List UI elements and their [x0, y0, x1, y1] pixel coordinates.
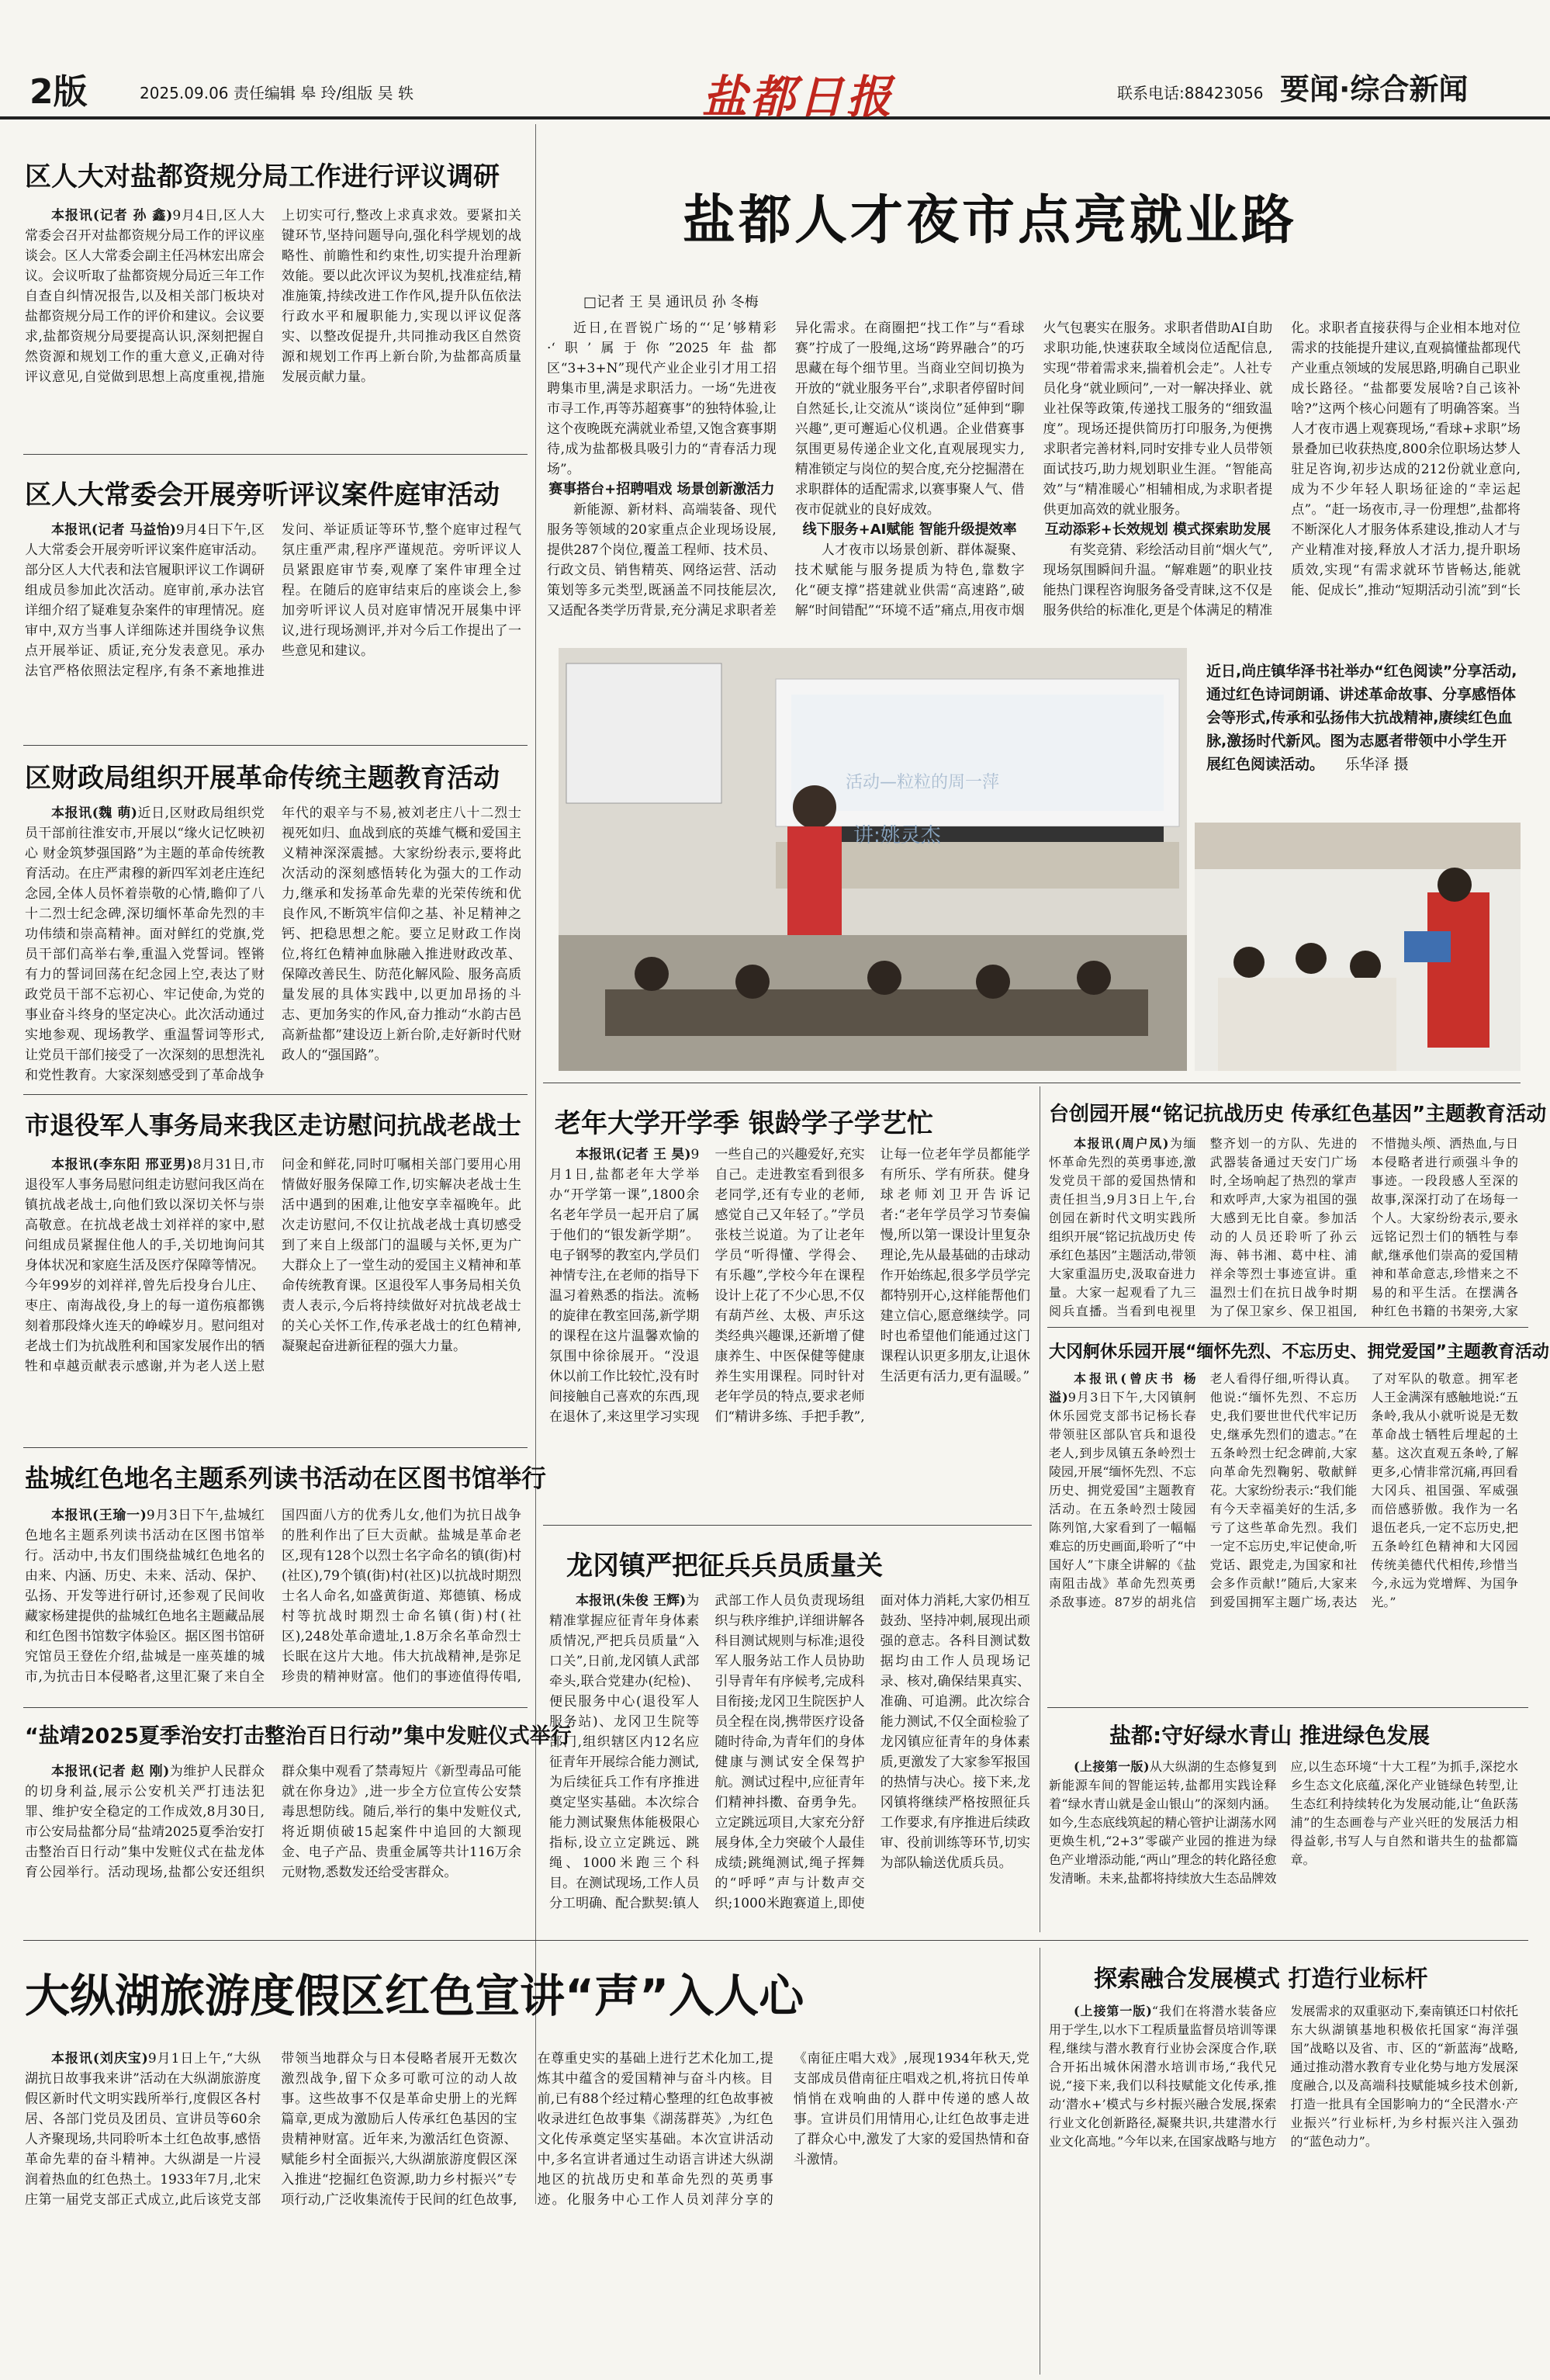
article-b5-body: 本报讯(曾庆书 杨 溢)9月3日下午,大冈镇舸休乐园党支部书记杨长春带领驻区部队官兵和退役老人,到步凤镇五条岭烈士陵园,开展“缅怀先烈、不忘历史、拥党爱国”主题教育活动。在五条岭烈士陵园陈列馆,大家看到了一幅幅难忘的历史画面,聆听了“中国好人”卞康全讲解的《盐南阻击战》革命先烈英勇杀敌事迹。87岁的胡兆信老人看得仔细,听得认真。他说:“缅怀先烈、不忘历史,我们要世世代代牢记历史,继承先烈们的遗志。”在五条岭烈士纪念碑前,大家向革命先烈鞠躬、敬献鲜花。大家纷纷表示:“我们能有今天幸福美好的生活,多亏了这些革命先烈。我们一定不忘历史,牢记使命,听党话、跟党走,为国家和社会多作贡献!”随后,大家来到爱国拥军主题广场,表达了对军队的敬意。拥军老人王金满深有感触地说:“五条岭,我从小就听说是无数革命战士牺牲后埋起的土墓。这次直观五条岭,了解更多,心情非常沉痛,再回看大冈兵、祖国强、军威强而倍感骄傲。我作为一名退伍老兵,一定不忘历史,把五条岭红色精神和大冈园传统美德代代相传,珍惜当今,永远为党增辉、为国争光。” [1049, 1371, 1518, 1609]
article-b6-body: (上接第一版)从大纵湖的生态修复到新能源车间的智能运转,盐都用实践诠释着“绿水青山就是金山银山”的深刻内涵。如今,生态底线筑起的精心管护让湖荡水网更焕生机,“2+3”零碳产业园的推进为绿色产业增添动能,“两山”理念的转化路径愈发清晰。未来,盐都将持续放大生态品牌效应,以生态环境“十大工程”为抓手,深挖水乡生态文化底蕴,深化产业链绿色转型,让生态红利持续转化为发展动能,让“鱼跃荡浦”的生态画卷与产业兴旺的发展活力相得益彰,书写人与自然和谐共生的盐都篇章。 [1049, 1759, 1518, 1886]
article-5-body: 本报讯(王瑜一)9月3日下午,盐城红色地名主题系列读书活动在区图书馆举行。活动中,书友们围绕盐城红色地名的由来、内涵、历史、未来、活动、保护、弘扬、开发等进行研讨,还参观了民间收藏家杨建提供的盐城红色地名主题藏品展和红色图书馆数字体验区。据区图书馆研究馆员王登佐介绍,盐城是一座英雄的城市,为抗击日本侵略者,这里汇聚了来自全国四面八方的优秀儿女,他们为抗日战争的胜利作出了巨大贡献。盐城是革命老区,现有128个以烈士名字命名的镇(街)村(社区),79个镇(街)村(社区)以抗战时期烈士名人命名,如盛黄街道、郑德镇、杨成村等抗战时期烈士命名镇(街)村(社区),248处革命遗址,1.8万余名革命烈士长眠在这片大地。伟大抗战精神,是弥足珍贵的精神财富。他们的事迹值得传唱, [25, 1508, 521, 1685]
article-7-title: 大纵湖旅游度假区红色宣讲“声”入人心 [25, 1969, 804, 2022]
article-1-title: 区人大对盐都资规分局工作进行评议调研 [25, 161, 500, 192]
article-b2-title: 老年大学开学季 银龄学子学艺忙 [555, 1108, 933, 1139]
article-b5-title: 大冈舸休乐园开展“缅怀先烈、不忘历史、拥党爱国”主题教育活动 [1049, 1342, 1549, 1362]
article-7-body: 本报讯(刘庆宝)9月1日上午,“大纵湖抗日故事我来讲”活动在大纵湖旅游度假区新时代文明实践所举行,度假区各村居、各部门党员及团员、宣讲员等60余人齐聚现场,共同聆听本土红色故事,感悟革命先辈的奋斗精神。大纵湖是一片浸润着热血的红色热土。1933年7月,北宋庄第一届党支部正式成立,此后该党支部带领当地群众与日本侵略者展开无数次激烈战争,留下众多可歌可泣的动人故事。这些故事不仅是革命史册上的光辉篇章,更成为激励后人传承红色基因的宝贵精神财富。近年来,为激活红色资源、赋能乡村全面振兴,大纵湖旅游度假区深入推进“挖掘红色资源,助力乡村振兴”专项行动,广泛收集流传于民间的红色故事,在尊重史实的基础上进行艺术化加工,提炼其中蕴含的爱国精神与奋斗内核。目前,已有88个经过精心整理的红色故事被收录进红色故事集《湖荡群英》,为红色文化传承奠定坚实基础。本次宣讲活动中,多名宣讲者通过生动语言讲述大纵湖地区的抗战历史和革命先烈的英勇事迹。化服务中心工作人员刘萍分享的《南征庄唱大戏》,展现1934年秋天,党支部成员借南征庄唱戏之机,将抗日传单悄悄在戏响曲的人群中传递的感人故事。宣讲员们用情用心,让红色故事走进了群众心中,激发了大家的爱国热情和奋斗激情。 [25, 2051, 1029, 2208]
main-photo [559, 648, 1187, 1071]
article-4-title: 市退役军人事务局来我区走访慰问抗战老战士 [25, 1110, 522, 1140]
article-b4-title: 台创园开展“铭记抗战历史 传承红色基因”主题教育活动 [1049, 1103, 1547, 1126]
photo-caption: 近日,尚庄镇华泽书社举办“红色阅读”分享活动,通过红色诗词朗诵、讲述革命故事、分享感悟体会等形式,传承和弘扬伟大抗战精神,赓续红色血脉,激扬时代新风。图为志愿者带领中小学生开展红色阅读活动。 乐华泽 摄 [1206, 663, 1517, 773]
article-3-body: 本报讯(魏 萌)近日,区财政局组织党员干部前往淮安市,开展以“缘火记忆映初心 财金筑梦强国路”为主题的革命传统教育活动。在庄严肃穆的新四军刘老庄连纪念园,全体人员怀着崇敬的心情,瞻仰了八十二烈士纪念碑,深切缅怀革命先烈的丰功伟绩和崇高精神。面对鲜红的党旗,党员干部们高举右拳,重温入党誓词。铿锵有力的誓词回荡在纪念园上空,表达了财政党员干部不忘初心、牢记使命,为党的事业奋斗终身的坚定决心。此次活动通过实地参观、现场教学、重温誓词等形式,让党员干部们接受了一次深刻的思想洗礼和党性教育。大家深刻感受到了革命战争年代的艰辛与不易,被刘老庄八十二烈士视死如归、血战到底的英雄气概和爱国主义精神深深震撼。大家纷纷表示,要将此次活动的深刻感悟转化为强大的工作动力,继承和发扬革命先辈的光荣传统和优良作风,不断筑牢信仰之基、补足精神之钙、把稳思想之舵。要立足财政工作岗位,将红色精神血脉融入推进财政改革、保障改善民生、防范化解风险、服务高质量发展的具体实践中,以更加昂扬的斗志、更加务实的作风,奋力推动“水韵古邑 高新盐都”建设迈上新台阶,走好新时代财政人的“强国路”。 [25, 805, 521, 1083]
article-6-title: “盐靖2025夏季治安打击整治百日行动”集中发赃仪式举行 [25, 1724, 572, 1748]
article-b7-body: (上接第一版)“我们在将潜水装备应用于学生,以水下工程质量监督员培训等课程,继续与潜水教育行业协会深度合作,联合开拓出城休闲潜水培训市场,“我代兄说,“接下来,我们以科技赋能文化传承,推动‘潜水+’模式与乡村振兴融合发展,探索行业文化创新路径,凝聚共识,共建潜水行业文化高地。”今年以来,在国家战略与地方发展需求的双重驱动下,秦南镇还口村依托东大纵湖镇基地积极依托国家“海洋强国”战略以及省、市、区的“新蓝海”战略,通过推动潜水教育专业化势与地方发展深度融合,以及高端科技赋能城乡技术创新,打造一批具有全国影响力的“全民潜水·产业振兴”行业标杆,为乡村振兴注入强劲的“蓝色动力”。 [1049, 2004, 1518, 2149]
article-b4-body: 本报讯(周户凤)为缅怀革命先烈的英勇事迹,激发党员干部的爱国热情和责任担当,9月3日上午,台创园在新时代文明实践所组织开展“铭记抗战历史 传承红色基因”主题活动,带领大家重温历史,汲取奋进力量。大家一起观看了九三阅兵直播。当看到电视里整齐划一的方队、先进的武器装备通过天安门广场时,全场响起了热烈的掌声和欢呼声,大家为祖国的强大感到无比自豪。参加活动的人员还聆听了孙云海、韩书湘、葛中柱、浦祥余等烈士事迹宣讲。重温烈士们在抗日战争时期为了保卫家乡、保卫祖国,不惜抛头颅、洒热血,与日本侵略者进行顽强斗争的事迹。一段段感人至深的故事,深深打动了在场每一个人。大家纷纷表示,要永远铭记烈士们的牺牲与奉献,继承他们崇高的爱国精神和革命意志,珍惜来之不易的和平生活。在摆满各种红色书籍的书架旁,大家 [1049, 1136, 1518, 1318]
article-b2-body: 本报讯(记者 王 昊)9月1日,盐都老年大学举办“开学第一课”,1800余名老年学员一起开启了属于他们的“银发新学期”。电子钢琴的教室内,学员们神情专注,在老师的指导下温习着熟悉的指法。流畅的旋律在教室回荡,新学期的课程在这片温馨欢愉的氛围中徐徐展开。“没退休以前工作比较忙,没有时间接触自己喜欢的东西,现在退休了,来这里学习实现一些自己的兴趣爱好,充实自己。走进教室看到很多老同学,还有专业的老师,感觉自己又年轻了。”学员张枝兰说道。为了让老年学员“听得懂、学得会、有乐趣”,学校今年在课程设计上花了不少心思,不仅有葫芦丝、太极、声乐这类经典兴趣课,还新增了健康养生、中医保健等健康养生实用课程。同时针对老年学员的特点,要求老师们“精讲多练、手把手教”,让每一位老年学员都能学有所乐、学有所获。健身球老师刘卫开告诉记者:“老年学员学习节奏偏慢,所以第一课设计里复杂理论,先从最基础的击球动作开始练起,很多学员学完都特别开心,这样能帮他们建立信心,愿意继续学。同时也希望他们能通过这门课程认识更多朋友,让退休生活更有活力,更有温暖。” [549, 1147, 1030, 1425]
article-b7-title: 探索融合发展模式 打造行业标杆 [1094, 1966, 1428, 1993]
feature-byline: □记者 王 昊 通讯员 孙 冬梅 [583, 294, 759, 310]
newspaper-logo: 盐都日报 [702, 71, 895, 123]
secondary-photo [1195, 823, 1521, 1071]
board-text: 讲:姚灵杰 [853, 824, 941, 847]
article-4-body: 本报讯(李东阳 邢亚男)8月31日,市退役军人事务局慰问组走访慰问我区尚在镇抗战老战士,向他们致以深切关怀与崇高敬意。在抗战老战士刘祥祥的家中,慰问组成员紧握住他人的手,关切地询问其身体状况和家庭生活及医疗保障等情况。今年99岁的刘祥祥,曾先后投身台儿庄、枣庄、南海战役,身上的每一道伤痕都镌刻着那段烽火连天的峥嵘岁月。慰问组对老战士们为抗战胜利和国家发展作出的牺牲和卓越贡献表示感谢,并为老人送上慰问金和鲜花,同时叮嘱相关部门要用心用情做好服务保障工作,切实解决老战士生活中遇到的困难,让他安享幸福晚年。此次走访慰问,不仅让抗战老战士真切感受到了来自上级部门的温暖与关怀,更为广大群众上了一堂生动的爱国主义精神和革命传统教育课。区退役军人事务局相关负责人表示,今后将持续做好对抗战老战士的关心关怀工作,传承老战士的红色精神,凝聚起奋进新征程的强大力量。 [25, 1157, 521, 1374]
article-b3-title: 龙冈镇严把征兵兵员质量关 [566, 1550, 883, 1581]
article-5-title: 盐城红色地名主题系列读书活动在区图书馆举行 [25, 1464, 547, 1493]
article-2-title: 区人大常委会开展旁听评议案件庭审活动 [25, 480, 500, 511]
reading-event-photo [559, 648, 1187, 1071]
article-b3-body: 本报讯(朱俊 王辉)为精准掌握应征青年身体素质情况,严把兵员质量“入口关”,日前,龙冈镇人武部牵头,联合党建办(纪检)、便民服务中心(退役军人服务站)、龙冈卫生院等部门,组织辖区内12名应征青年开展综合能力测试,为后续征兵工作有序推进奠定坚实基础。本次综合能力测试聚焦体能极限心指标,设立立定跳远、跳绳、1000米跑三个科目。在测试现场,工作人员分工明确、配合默契:镇人武部工作人员负责现场组织与秩序维护,详细讲解各科目测试规则与标准;退役军人服务站工作人员协助引导青年有序候考,完成科目衔接;龙冈卫生院医护人员全程在岗,携带医疗设备随时待命,为青年们的身体健康与测试安全保驾护航。测试过程中,应征青年们精神抖擞、奋勇争先。立定跳远项目,大家充分舒展身体,全力突破个人最佳成绩;跳绳测试,绳子挥舞的“呼呼”声与计数声交织;1000米跑赛道上,即使面对体力消耗,大家仍相互鼓劲、坚持冲刺,展现出顽强的意志。各科目测试数据均由工作人员现场记录、核对,确保结果真实、准确、可追溯。此次综合能力测试,不仅全面检验了龙冈镇应征青年的身体素质,更激发了大家参军报国的热情与决心。接下来,龙冈镇将继续严格按照征兵工作要求,有序推进后续政审、役前训练等环节,切实为部队输送优质兵员。 [549, 1593, 1030, 1911]
board-text-2: 活动—粒粒的周一萍 [846, 773, 1000, 792]
feature-body: 近日,在晋锐广场的“‘足’够精彩·‘职’属于你”2025年盐都区“3+3+N”现代产业企业引才用工招聘集市里,满是求职活力。一场“先进夜市寻工作,再等苏超赛事”的独特体验,让这个夜晚既充满就业希望,又饱含赛事期待,成为盐都极具吸引力的“青春活力现场”。 赛事搭台+招聘唱戏 场景创新激活力 新能源、新材料、高端装备、现代服务等领域的20家重点企业现场设展,提供287个岗位,覆盖工程师、技术员、行政文员、销售精英、网络运营、活动策划等多元类型,既涵盖不同技能层次,又适配各类学历背景,充分满足求职者差异化需求。在商圈把“找工作”与“看球赛”拧成了一股绳,这场“跨界融合”的巧思藏在每个细节里。当商业空间切换为开放的“就业服务平台”,求职者停留时间自然延长,让交流从“谈岗位”延伸到“聊兴趣”,更可邂逅心仪机遇。企业借赛事氛围更易传递企业文化,直观展现实力,精准锁定与岗位的契合度,充分挖掘潜在求职群体的适配需求,以赛事聚人气、借夜市促就业的良好成效。 线下服务+AI赋能 智能升级提效率 人才夜市以场景创新、群体凝聚、技术赋能与服务提质为特色,靠数字化“硬支撑”搭建就业供需“高速路”,破解“时间错配”“环境不适”痛点,用夜市烟火气包裹实在服务。求职者借助AI自助求职功能,快速获取全域岗位适配信息,实现“带着需求来,揣着机会走”。人社专员化身“就业顾问”,一对一解决择业、就业社保等政策,传递找工服务的“细致温度”。现场还提供简历打印服务,为便携求职者完善材料,同时安排专业人员带领面试技巧,助力规划职业生涯。“智能高效”与“精准暖心”相辅相成,为求职者提供更加高效的就业服务。 互动添彩+长效规划 模式探索助发展 有奖竞猜、彩绘活动目前“烟火气”,现场氛围瞬间升温。“解难题”的职业技能热门课程咨询服务备受青睐,这不仅是服务供给的标准化,更是个体满足的精准化。求职者直接获得与企业相本地对位需求的技能提升建议,直观搞懂盐都现代产业重点领域的发展思路,明确自己职业成长路径。“盐都要发展啥?自己该补啥?”这两个核心问题有了明确答案。当人才夜市遇上观赛现场,“看球+求职”场景叠加已收获热度,800余位职场达梦人驻足咨询,初步达成的212份就业意向,成为不少年轻人职场征途的“幸运起点”。“赶一场夜市,寻一份理想”,盐都将不断深化人才服务体系建设,推动人才与产业精准对接,释放人才活力,提升职场质效,实现“有需求就环节皆畅达,能就能、促成长”,推动“短期活动引流”到“长 [547, 320, 1521, 618]
edition-meta: 2025.09.06 责任编辑 皋 玲/组版 吴 轶 [140, 84, 414, 102]
children-reading-photo [1195, 823, 1521, 1071]
article-3-title: 区财政局组织开展革命传统主题教育活动 [25, 763, 500, 794]
article-6-body: 本报讯(记者 赵 刚)为维护人民群众的切身利益,展示公安机关严打违法犯罪、维护安全稳定的工作成效,8月30日,市公安局盐都分局“盐靖2025夏季治安打击整治百日行动”集中发赃仪式在盐龙体育公园举行。活动现场,盐都公安还组织群众集中观看了禁毒短片《新型毒品可能就在你身边》,进一步全方位宣传公安禁毒思想防线。随后,举行的集中发赃仪式,将近期侦破15起案件中追回的大额现金、电子产品、贵重金属等共计116万余元财物,悉数发还给受害群众。 [25, 1764, 521, 1880]
article-1-body: 本报讯(记者 孙 鑫)9月4日,区人大常委会召开对盐都资规分局工作的评议座谈会。区人大常委会副主任冯林宏出席会议。会议听取了盐都资规分局近三年工作自查自纠情况报告,以及相关部门板块对盐都资规分局工作的评价和建议。会议要求,盐都资规分局要提高认识,深刻把握自然资源和规划工作的重大意义,正确对待评议意见,自觉做到思想上高度重视,措施上切实可行,整改上求真求效。要紧扣关键环节,坚持问题导向,强化科学规划的战略性、前瞻性和约束性,切实提升治理新效能。要以此次评议为契机,找准症结,精准施策,持续改进工作作风,提升队伍依法行政水平和履职能力,实现以评议促落实、以整改促提升,共同推动我区自然资源和规划工作再上新台阶,为盐都高质量发展贡献力量。 [25, 208, 521, 385]
contact-phone: 联系电话:88423056 [1117, 84, 1264, 102]
edition-number: 2版 [29, 72, 88, 112]
article-b6-title: 盐都:守好绿水青山 推进绿色发展 [1109, 1723, 1430, 1748]
feature-title: 盐都人才夜市点亮就业路 [683, 190, 1298, 251]
section-title: 要闻·综合新闻 [1280, 72, 1469, 106]
masthead [0, 0, 1550, 123]
article-2-body: 本报讯(记者 马益怡)9月4日下午,区人大常委会开展旁听评议案件庭审活动。部分区人大代表和法官履职评议工作调研组成员参加此次活动。庭审前,承办法官详细介绍了疑难复杂案件的审理情况。庭审中,双方当事人详细陈述并围绕争议焦点开展举证、质证,充分发表意见。承办法官严格依照法定程序,有条不紊地推进发问、举证质证等环节,整个庭审过程气氛庄重严肃,程序严谨规范。旁听评议人员紧跟庭审节奏,观摩了案件审理全过程。在随后的庭审结束后的座谈会上,参加旁听评议人员对庭审情况开展集中评议,进行现场测评,并对今后工作提出了一些意见和建议。 [25, 522, 521, 679]
